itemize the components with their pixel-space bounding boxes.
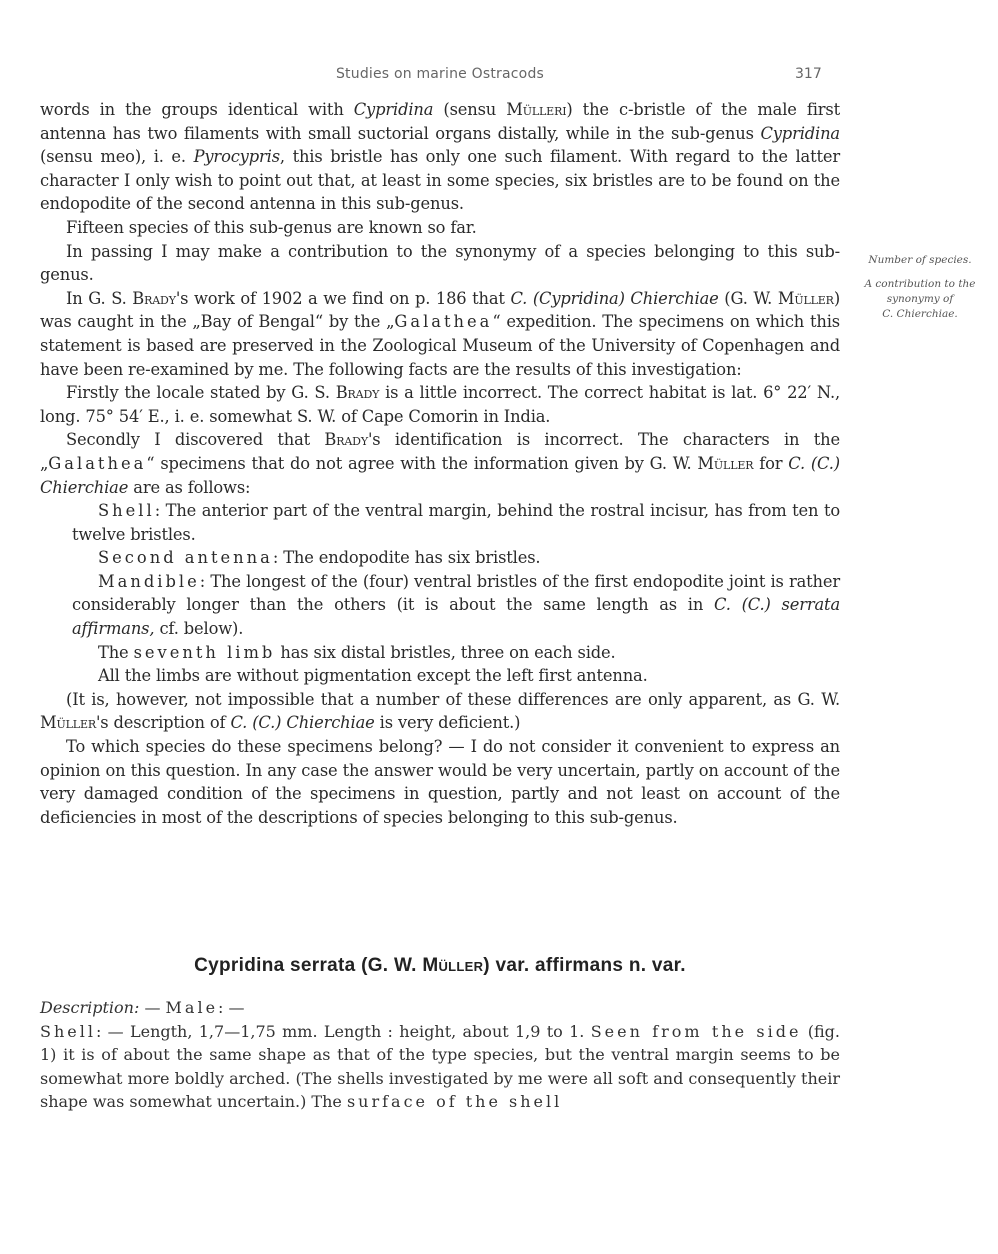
paragraph: Shell: — Length, 1,7—1,75 mm. Length : height, about 1,9 to 1. Seen from the side (fig. 1) it is of about the same shape as that of the type species, but the ventral margin seems to be somewhat more boldly arched. (The shells investigated by me were all soft and consequently their shape was somewhat uncertain.) The surface of the shell	[40, 1021, 841, 1112]
paragraph: (It is, however, not impossible that a number of these differences are only apparent, as G. W. Müller's description of C. (C.) Chierchiae is very deficient.)	[40, 689, 840, 733]
margin-note-contribution: A contribution to the	[864, 278, 976, 290]
paragraph: Description: — Male: —	[40, 998, 245, 1017]
paragraph: The seventh limb has six distal bristles, three on each side.	[98, 642, 616, 662]
paragraph: In passing I may make a contribution to the synonymy of a species belonging to this sub-genus.	[40, 241, 840, 285]
paragraph: To which species do these specimens belong? — I do not consider it convenient to express an opinion on this question. In any case the answer would be very uncertain, partly on account of the very damaged condition of the specimens in question, partly and not least on account of the deficiencies in most of the descriptions of species belonging to this sub-genus.	[40, 737, 840, 827]
margin-note-contribution: synonymy of	[886, 293, 954, 305]
margin-note-contribution: C. Chierchiae.	[882, 308, 958, 320]
running-title: Studies on marine Ostracods	[335, 66, 545, 82]
main-text	[40, 98, 840, 829]
paragraph: Fifteen species of this sub-genus are known so far.	[66, 217, 477, 237]
paragraph: Second antenna: The endopodite has six bristles.	[98, 548, 541, 568]
paragraph: In G. S. Brady's work of 1902 a we find on p. 186 that C. (Cypridina) Chierchiae (G. W. Müller) was caught in the „Bay of Bengal“ by the „Galathea“ expedition. The specimens on which this statement is based are preserved in the Zoological Museum of the University of Copenhagen and have been re-examined by me. The following facts are the results of this investigation:	[40, 288, 841, 379]
page-number: 317	[795, 66, 822, 82]
section-heading: Cypridina serrata (G. W. Müller) var. affirmans n. var.	[194, 955, 686, 976]
margin-notes	[842, 253, 998, 322]
description-text	[40, 996, 840, 1114]
paragraph: Firstly the locale stated by G. S. Brady is a little incorrect. The correct habitat is lat. 6° 22′ N., long. 75° 54′ E., i. e. somewhat S. W. of Cape Comorin in India.	[40, 383, 840, 426]
margin-note-number-of-species: Number of species.	[868, 254, 972, 266]
paragraph: Mandible: The longest of the (four) ventral bristles of the first endopodite joint is rather considerably longer than the others (it is about the same length as in C. (C.) serrata affirmans, cf. below).	[72, 571, 840, 639]
page-header	[0, 66, 998, 88]
paragraph: All the limbs are without pigmentation except the left first antenna.	[98, 666, 648, 686]
paragraph: Secondly I discovered that Brady's identification is incorrect. The characters in the „Galathea“ specimens that do not agree with the information given by G. W. Müller for C. (C.) Chierchiae are as follows:	[40, 430, 840, 497]
paragraph: words in the groups identical with Cypridina (sensu Mülleri) the c-bristle of the male first antenna has two filaments with small suctorial organs distally, while in the sub-genus Cypridina (sensu meo), i. e. Pyrocypris, this bristle has only one such filament. With regard to the latter character I only wish to point out that, at least in some species, six bristles are to be found on the endopodite of the second antenna in this sub-genus.	[40, 100, 840, 214]
paragraph: Shell: The anterior part of the ventral margin, behind the rostral incisur, has from ten to twelve bristles.	[72, 501, 840, 544]
